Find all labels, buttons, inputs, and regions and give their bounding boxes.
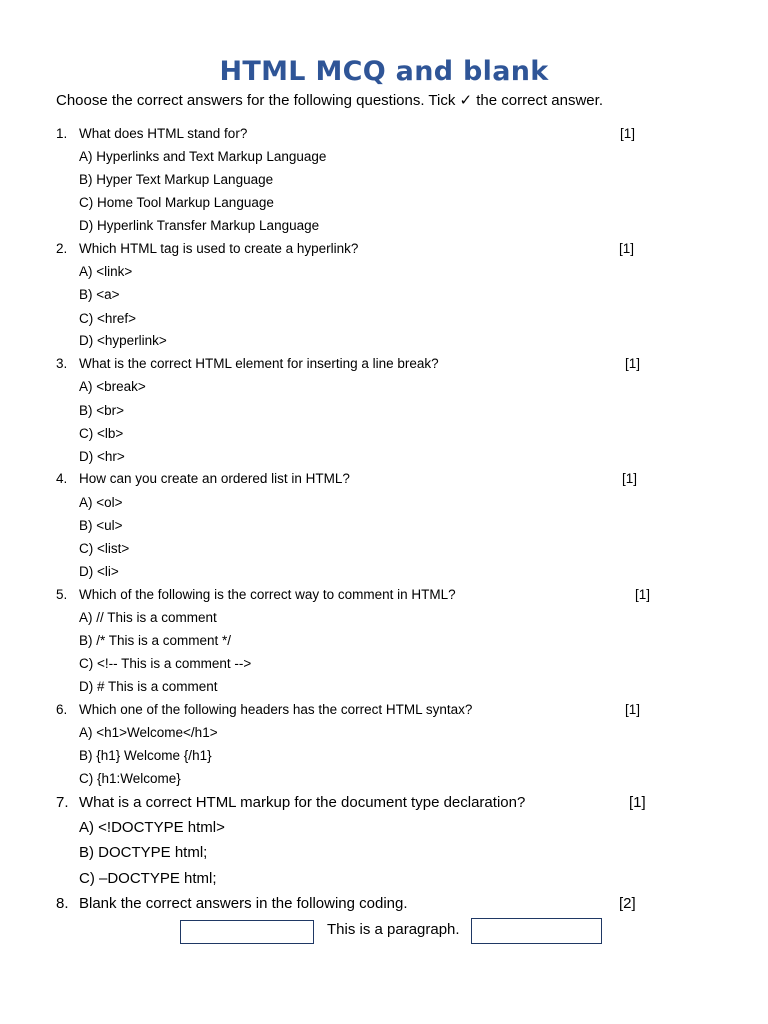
question-text: What is the correct HTML element for inserting a line break?: [79, 356, 439, 371]
option-b[interactable]: B) <ul>: [79, 518, 123, 533]
question-text: Which of the following is the correct way to comment in HTML?: [79, 587, 456, 602]
question-text: How can you create an ordered list in HTML?: [79, 471, 350, 486]
question-text: Blank the correct answers in the following coding.: [79, 895, 408, 912]
option-c[interactable]: C) <list>: [79, 541, 130, 556]
question-mark: [1]: [629, 794, 646, 811]
question-number: 6.: [56, 702, 68, 717]
option-c[interactable]: C) –DOCTYPE html;: [79, 870, 217, 887]
option-b[interactable]: B) <a>: [79, 287, 120, 302]
question-number: 2.: [56, 241, 68, 256]
question-mark: [1]: [619, 241, 635, 256]
option-c[interactable]: C) <href>: [79, 311, 137, 326]
question-mark: [1]: [620, 126, 636, 141]
option-a[interactable]: A) <h1>Welcome</h1>: [79, 725, 218, 740]
option-a[interactable]: A) Hyperlinks and Text Markup Language: [79, 149, 327, 164]
option-d[interactable]: D) Hyperlink Transfer Markup Language: [79, 218, 320, 233]
question-text: What is a correct HTML markup for the document type declaration?: [79, 794, 526, 811]
option-a[interactable]: A) <link>: [79, 264, 133, 279]
option-d[interactable]: D) <hr>: [79, 449, 125, 464]
option-b[interactable]: B) DOCTYPE html;: [79, 844, 208, 861]
option-c[interactable]: C) {h1:Welcome}: [79, 771, 181, 786]
question-mark: [2]: [619, 895, 636, 912]
blank-answer-box-opening-tag[interactable]: [180, 920, 314, 944]
question-mark: [1]: [625, 702, 641, 717]
option-d[interactable]: D) <hyperlink>: [79, 333, 167, 348]
question-number: 4.: [56, 471, 68, 486]
option-c[interactable]: C) Home Tool Markup Language: [79, 195, 274, 210]
question-number: 7.: [56, 794, 69, 811]
option-a[interactable]: A) <ol>: [79, 495, 123, 510]
instructions: Choose the correct answers for the following questions. Tick ✓ the correct answer.: [56, 92, 603, 109]
question-number: 3.: [56, 356, 68, 371]
question-text: Which one of the following headers has the correct HTML syntax?: [79, 702, 473, 717]
option-c[interactable]: C) <lb>: [79, 426, 124, 441]
question-number: 8.: [56, 895, 69, 912]
question-text: Which HTML tag is used to create a hyperlink?: [79, 241, 359, 256]
option-b[interactable]: B) {h1} Welcome {/h1}: [79, 748, 212, 763]
question-mark: [1]: [625, 356, 641, 371]
option-b[interactable]: B) <br>: [79, 403, 125, 418]
paragraph-text: This is a paragraph.: [327, 921, 460, 938]
question-text: What does HTML stand for?: [79, 126, 248, 141]
option-a[interactable]: A) // This is a comment: [79, 610, 217, 625]
option-b[interactable]: B) /* This is a comment */: [79, 633, 232, 648]
question-number: 5.: [56, 587, 68, 602]
option-a[interactable]: A) <break>: [79, 379, 146, 394]
option-d[interactable]: D) # This is a comment: [79, 679, 218, 694]
question-mark: [1]: [635, 587, 651, 602]
option-b[interactable]: B) Hyper Text Markup Language: [79, 172, 274, 187]
question-mark: [1]: [622, 471, 638, 486]
option-d[interactable]: D) <li>: [79, 564, 119, 579]
option-c[interactable]: C) <!-- This is a comment -->: [79, 656, 252, 671]
option-a[interactable]: A) <!DOCTYPE html>: [79, 819, 225, 836]
page-title: HTML MCQ and blank: [219, 56, 549, 87]
question-number: 1.: [56, 126, 68, 141]
blank-answer-box-closing-tag[interactable]: [471, 918, 602, 944]
